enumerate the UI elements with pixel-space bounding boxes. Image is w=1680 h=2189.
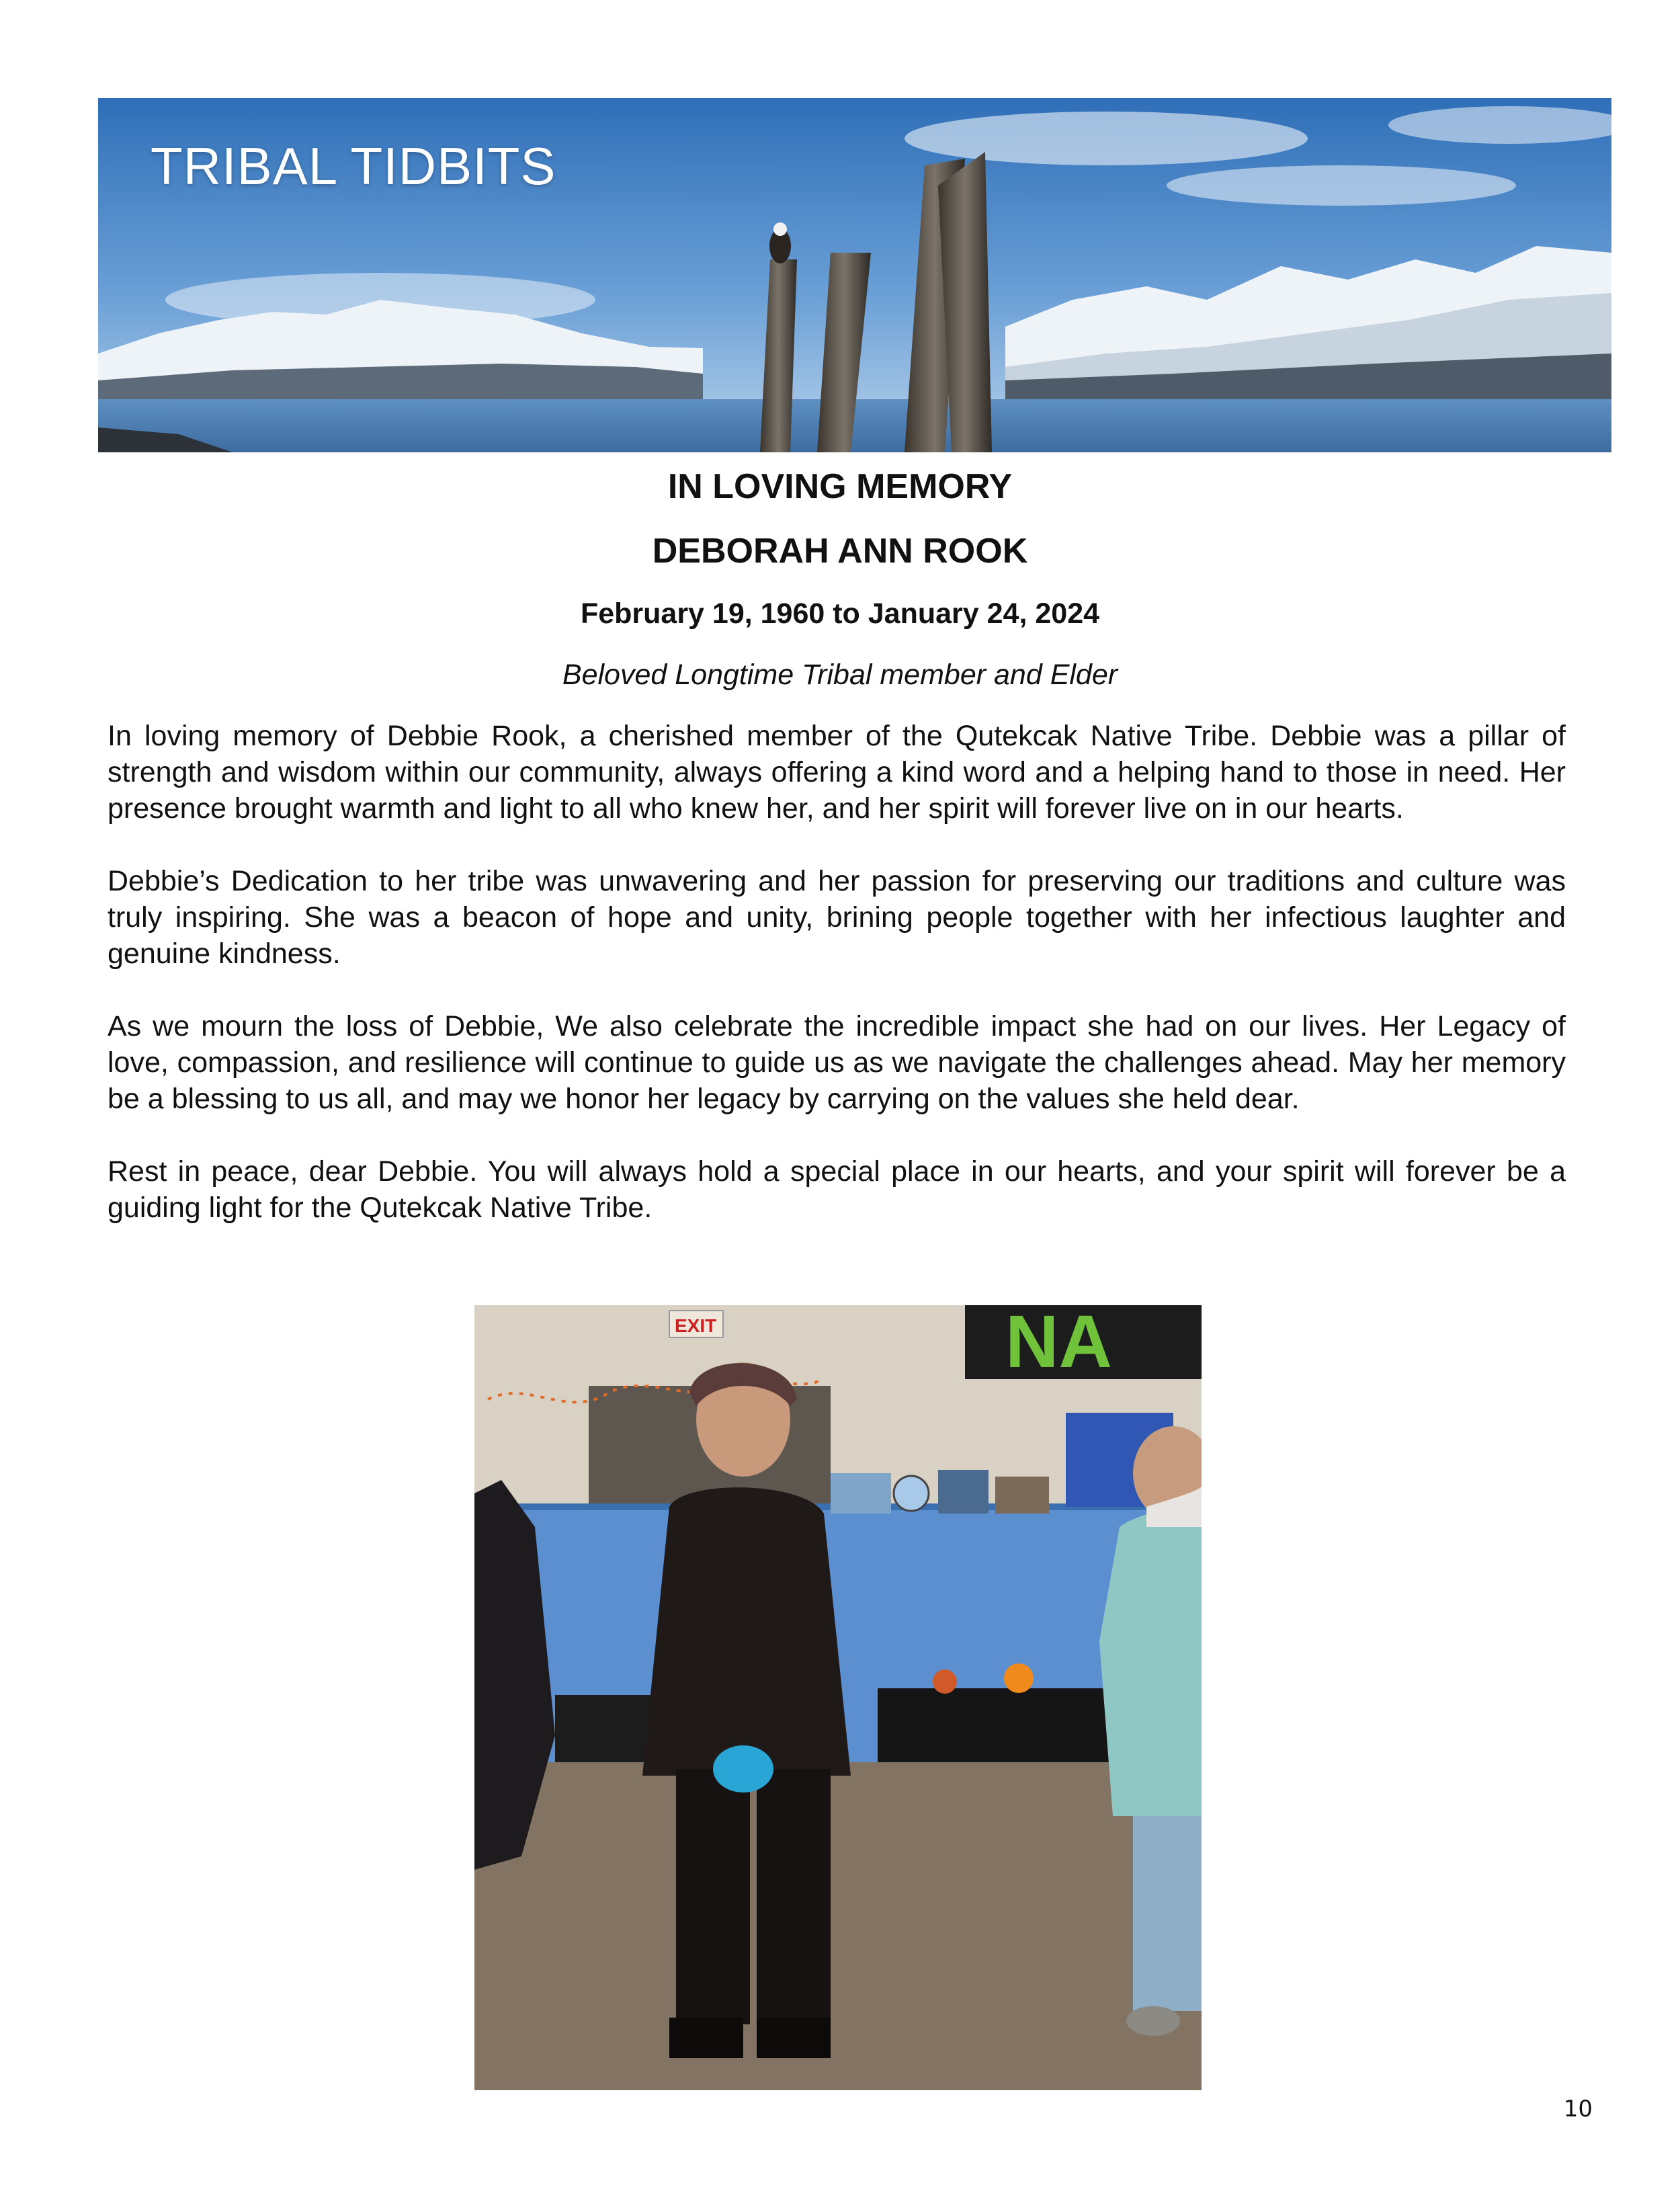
obituary-paragraph: In loving memory of Debbie Rook, a cherished member of the Qutekcak Native Tribe. Debbie was a pillar of strength and wisdom within our community, always offering a kind word and a helping hand to those in need. Her presence brought warmth and light to all who knew her, and her spirit will forever live on in our hearts. — [108, 720, 1566, 825]
memorial-name: DEBORAH ANN ROOK — [652, 532, 1028, 571]
memorial-heading: IN LOVING MEMORY — [667, 467, 1013, 506]
page-number: 10 — [1563, 2096, 1593, 2122]
obituary-paragraph: As we mourn the loss of Debbie, We also celebrate the incredible impact she had on our lives. Her Legacy of love, compassion, and resilience will continue to guide us as we navigate the challenges ahead. May her memory be a blessing to us all, and may we honor her legacy by carrying on the values she held dear. — [108, 1010, 1566, 1115]
memorial-photo — [474, 1305, 1202, 2090]
memorial-subtitle: Beloved Longtime Tribal member and Elder — [562, 659, 1118, 691]
header-banner — [98, 98, 1611, 452]
exit-sign-text: EXIT — [675, 1315, 717, 1336]
obituary-paragraph: Rest in peace, dear Debbie. You will always hold a special place in our hearts, and your spirit will forever be a guiding light for the Qutekcak Native Tribe. — [108, 1155, 1566, 1224]
obituary-paragraph: Debbie’s Dedication to her tribe was unwavering and her passion for preserving our traditions and culture was truly inspiring. She was a beacon of hope and unity, brining people together with her infectious laughter and genuine kindness. — [108, 865, 1566, 970]
memorial-dates: February 19, 1960 to January 24, 2024 — [580, 597, 1100, 630]
wall-sign-text: NA — [1005, 1305, 1112, 1383]
memorial-photo-image — [474, 1305, 1202, 2090]
obituary-body — [108, 718, 1566, 1226]
banner-title: TRIBAL TIDBITS — [151, 136, 556, 196]
